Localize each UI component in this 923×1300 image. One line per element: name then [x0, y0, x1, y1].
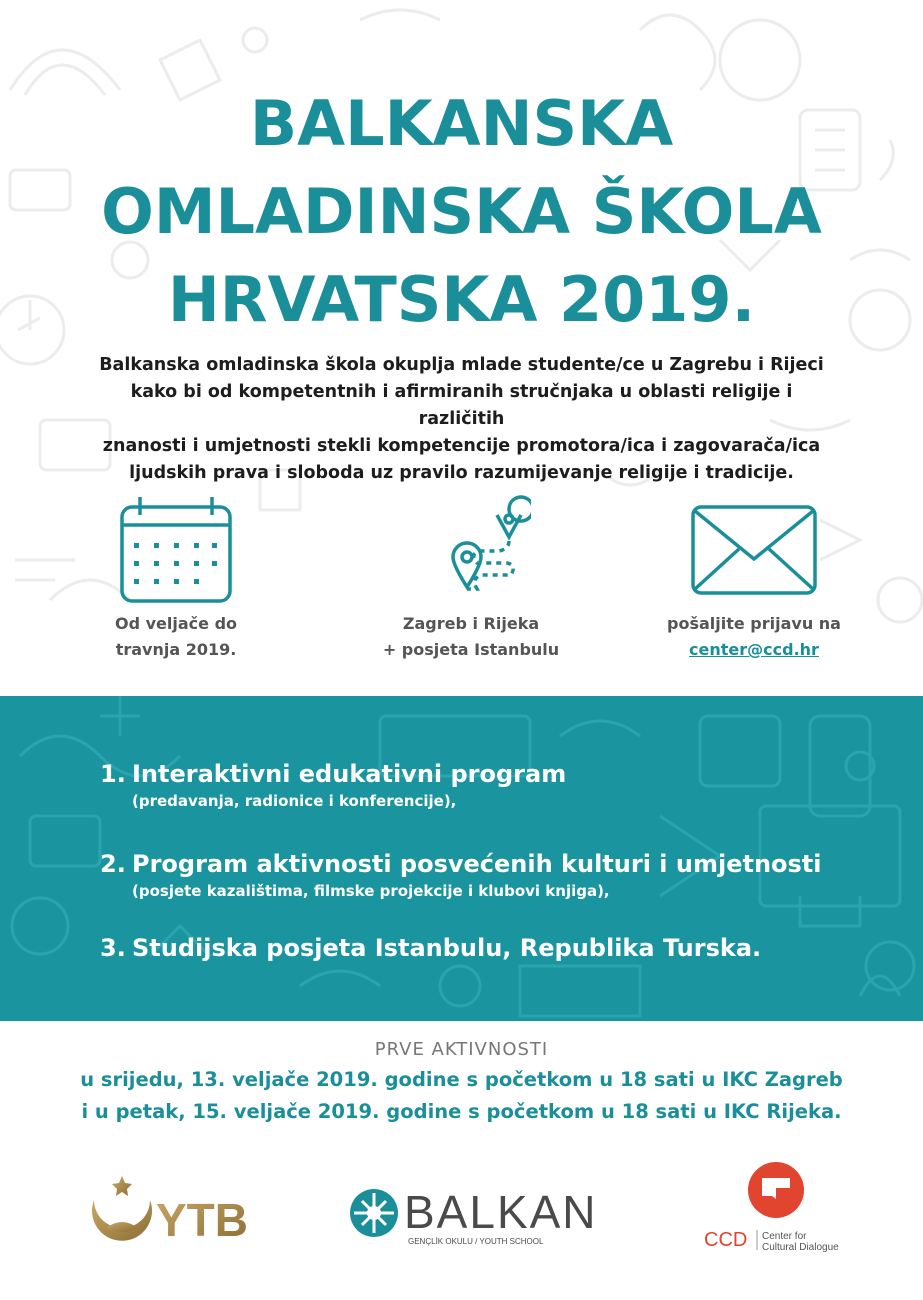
- date-line: travnja 2019.: [115, 640, 237, 659]
- list-item: [100, 932, 900, 964]
- calendar-icon: [118, 495, 234, 605]
- intro-line: Balkanska omladinska škola okuplja mlade studente/ce u Zagrebu i Rijeci: [99, 355, 824, 375]
- item-heading: Program aktivnosti posvećenih kulturi i umjetnosti: [132, 850, 822, 878]
- ccd-text: CCD: [704, 1229, 748, 1251]
- ytb-logo: [82, 1170, 262, 1256]
- item-subtext: (posjete kazalištima, filmske projekcije i klubovi knjiga),: [132, 882, 610, 900]
- first-activities-label: PRVE AKTIVNOSTI: [374, 1039, 549, 1060]
- list-item: [100, 758, 900, 812]
- first-activities-line: u srijedu, 13. veljače 2019. godine s početkom u 18 sati u IKC Zagreb: [80, 1068, 843, 1091]
- info-place: [361, 495, 581, 663]
- list-item: [100, 848, 900, 902]
- ccd-fullname: Cultural Dialogue: [762, 1242, 839, 1253]
- email-link[interactable]: center@ccd.hr: [689, 640, 819, 659]
- first-activities: [0, 1036, 923, 1128]
- item-heading: Studijska posjeta Istanbulu, Republika Turska.: [132, 934, 762, 962]
- route-pins-icon: [411, 495, 531, 605]
- program-list: [100, 758, 900, 964]
- balkan-logo: [348, 1186, 618, 1252]
- title-line: HRVATSKA 2019.: [167, 263, 756, 336]
- intro-line: kako bi od kompetentnih i afirmiranih stručnjaka u oblasti religije i različitih: [130, 382, 793, 429]
- title-line: BALKANSKA: [249, 87, 674, 160]
- first-activities-line: i u petak, 15. veljače 2019. godine s početkom u 18 sati u IKC Rijeka.: [81, 1100, 842, 1123]
- intro-line: ljudskih prava i sloboda uz pravilo razumijevanje religije i tradicije.: [129, 463, 794, 483]
- balkan-emblem-icon: [348, 1186, 618, 1248]
- date-line: Od veljače do: [114, 614, 238, 633]
- title-line: OMLADINSKA ŠKOLA: [101, 175, 822, 248]
- ytb-text: YTB: [156, 1194, 248, 1246]
- place-line: Zagreb i Rijeka: [402, 614, 540, 633]
- info-contact: [644, 495, 864, 663]
- ccd-emblem-icon: [700, 1160, 850, 1255]
- place-line: + posjeta Istanbulu: [382, 640, 560, 659]
- page-title: [0, 80, 923, 344]
- balkan-subtext: GENÇLİK OKULU / YOUTH SCHOOL: [408, 1237, 544, 1246]
- intro-paragraph: [90, 352, 833, 487]
- intro-line: znanosti i umjetnosti stekli kompetencije promotora/ica i zagovarača/ica: [102, 436, 821, 456]
- item-subtext: (predavanja, radionice i konferencije),: [132, 792, 457, 810]
- ccd-fullname: Center for: [762, 1231, 807, 1242]
- ytb-emblem-icon: [82, 1170, 262, 1252]
- info-date: [66, 495, 286, 663]
- ccd-logo: [700, 1160, 850, 1259]
- envelope-icon: [689, 495, 819, 605]
- item-heading: Interaktivni edukativni program: [132, 760, 567, 788]
- item-number: 3.: [100, 934, 126, 962]
- balkan-text: BALKAN: [404, 1186, 598, 1238]
- item-number: 1.: [100, 760, 126, 788]
- contact-line: pošaljite prijavu na: [667, 614, 841, 633]
- item-number: 2.: [100, 850, 126, 878]
